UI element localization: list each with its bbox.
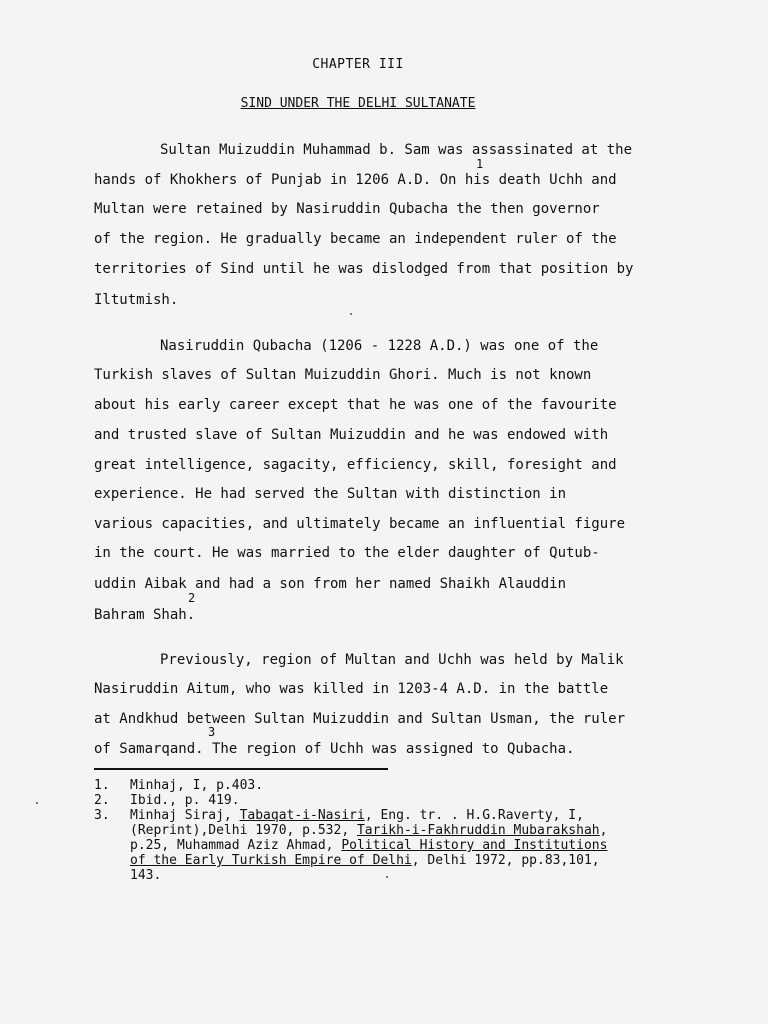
body-line: Iltutmish. (94, 292, 179, 308)
body-line: Nasiruddin Qubacha (1206 - 1228 A.D.) was one of the (160, 338, 599, 354)
body-line: about his early career except that he was one of the favourite (94, 397, 617, 413)
citation-title: Tabaqat-i-Nasiri (239, 808, 365, 823)
scan-speck (350, 313, 352, 315)
body-line: Multan were retained by Nasiruddin Qubacha the then governor (94, 201, 600, 217)
body-line: uddin Aibak and had a son from her named Shaikh Alauddin (94, 576, 567, 592)
chapter-title: SIND UNDER THE DELHI SULTANATE (240, 96, 476, 111)
body-line: great intelligence, sagacity, efficiency, skill, foresight and (94, 457, 617, 473)
body-line: of Samarqand. The region of Uchh was assigned to Qubacha. (94, 741, 575, 757)
footnote-text: Minhaj Siraj, Tabaqat-i-Nasiri, Eng. tr. . H.G.Raverty, I, (130, 808, 584, 823)
body-line: at Andkhud between Sultan Muizuddin and Sultan Usman, the ruler (94, 711, 626, 727)
body-line: Turkish slaves of Sultan Muizuddin Ghori. Much is not known (94, 367, 592, 383)
footnote-text: Ibid., p. 419. (130, 793, 240, 808)
citation-title: Political History and Institutions (341, 838, 608, 853)
footnote-ref-3: 3 (208, 725, 216, 739)
body-line: in the court. He was married to the elder daughter of Qutub- (94, 545, 600, 561)
body-line: territories of Sind until he was dislodged from that position by (94, 261, 634, 277)
body-line: Bahram Shah. (94, 607, 196, 623)
body-line: and trusted slave of Sultan Muizuddin and he was endowed with (94, 427, 609, 443)
body-line: hands of Khokhers of Punjab in 1206 A.D. On his death Uchh and (94, 172, 617, 188)
footnote-text: p.25, Muhammad Aziz Ahmad, Political History and Institutions (130, 838, 608, 853)
footnote-ref-1: 1 (476, 157, 484, 171)
footnote-ref-2: 2 (188, 591, 196, 605)
citation-title: of the Early Turkish Empire of Delhi (130, 853, 412, 868)
footnote-separator (94, 768, 388, 770)
scan-speck (36, 802, 38, 804)
chapter-heading: CHAPTER III (312, 57, 404, 72)
body-line: Sultan Muizuddin Muhammad b. Sam was assassinated at the (160, 142, 633, 158)
footnote-number: 2. (94, 793, 110, 808)
body-line: various capacities, and ultimately became an influential figure (94, 516, 626, 532)
scan-speck (386, 876, 388, 878)
body-line: of the region. He gradually became an independent ruler of the (94, 231, 617, 247)
footnote-text: (Reprint),Delhi 1970, p.532, Tarikh-i-Fakhruddin Mubarakshah, (130, 823, 608, 838)
citation-title: Tarikh-i-Fakhruddin Mubarakshah (356, 823, 600, 838)
body-line: Previously, region of Multan and Uchh was held by Malik (160, 652, 624, 668)
footnote-number: 3. (94, 808, 110, 823)
footnote-text: Minhaj, I, p.403. (130, 778, 264, 793)
footnote-number: 1. (94, 778, 110, 793)
footnote-text: 143. (130, 868, 162, 883)
body-line: Nasiruddin Aitum, who was killed in 1203-4 A.D. in the battle (94, 681, 609, 697)
footnote-text: of the Early Turkish Empire of Delhi, Delhi 1972, pp.83,101, (130, 853, 600, 868)
body-line: experience. He had served the Sultan with distinction in (94, 486, 567, 502)
